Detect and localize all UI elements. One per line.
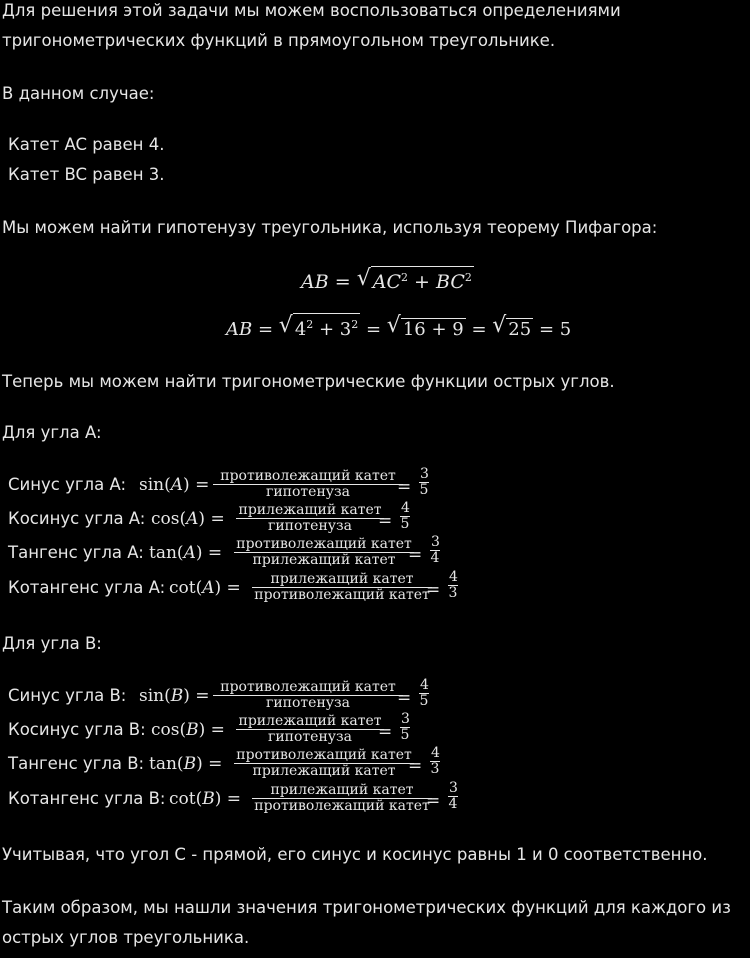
equals-sign: = — [378, 722, 393, 743]
trig-label: Синус угла B: — [8, 686, 127, 705]
trig-value-numerator: 3 — [431, 534, 440, 551]
trig-label: Котангенс угла B: — [8, 788, 166, 808]
formula1-ac: AC — [372, 271, 401, 293]
trig-arg: B — [202, 788, 215, 809]
trig-fn-name: sin — [139, 686, 165, 706]
trig-value-fraction — [448, 570, 458, 601]
trig-value-numerator: 4 — [449, 568, 458, 585]
trig-fn-name: tan — [149, 543, 177, 564]
trig-ratio-denominator: противолежащий катет — [254, 586, 430, 603]
trig-fn-name: cos — [151, 509, 180, 530]
formula2-result: 5 — [559, 319, 572, 340]
trig-value-fraction — [430, 746, 440, 777]
trig-label: Синус угла A: — [8, 475, 127, 494]
trig-ratio-denominator: противолежащий катет — [254, 797, 430, 814]
intro-line-1: Для решения этой задачи мы можем воспользоваться определениями — [2, 1, 621, 20]
trig-ratio-fraction — [252, 572, 432, 603]
trig-function: sin(B) = — [139, 686, 210, 706]
equals-sign: = — [397, 688, 412, 708]
trig-ratio-fraction — [252, 783, 432, 814]
trig-arg: A — [202, 577, 215, 598]
trig-ratio-numerator: противолежащий катет — [213, 680, 403, 696]
trig-ratio-denominator: прилежащий катет — [252, 763, 396, 780]
trig-fn-name: cot — [169, 788, 196, 809]
formula2-lhs: AB — [226, 319, 253, 340]
trig-fn-name: tan — [149, 754, 177, 775]
angle-b-heading: Для угла B: — [2, 634, 102, 653]
trig-value-numerator: 3 — [401, 711, 410, 728]
trig-value-fraction — [448, 781, 458, 812]
trig-ratio-fraction — [236, 503, 384, 534]
trig-ratio-numerator: прилежащий катет — [236, 503, 384, 519]
trig-value-numerator: 4 — [401, 500, 410, 517]
trig-label: Косинус угла A: — [8, 509, 146, 529]
conclusion-line-1: Таким образом, мы нашли значения тригонометрических функций для каждого из — [2, 898, 731, 917]
formula2-a: 4 — [294, 319, 307, 340]
trig-value-fraction — [430, 535, 440, 566]
trig-ratio-numerator: противолежащий катет — [213, 469, 403, 485]
trig-value-denominator: 3 — [448, 584, 458, 601]
trig-ratio-fraction — [234, 748, 414, 779]
trig-label: Косинус угла B: — [8, 720, 146, 740]
trig-label: Котангенс угла A: — [8, 577, 166, 597]
trig-ratio-denominator: гипотенуза — [265, 695, 350, 711]
formula2-s2: 25 — [508, 319, 532, 340]
equals-sign: = — [426, 790, 441, 811]
trig-function: tan(B) = — [149, 754, 223, 775]
angle-c-text: Учитывая, что угол C - прямой, его синус и косинус равны 1 и 0 соответственно. — [2, 845, 708, 864]
trig-ratio-numerator: прилежащий катет — [252, 783, 432, 799]
trig-value-fraction — [400, 712, 410, 743]
trig-value-denominator: 5 — [419, 693, 429, 709]
trig-function: cot(A) = — [169, 577, 241, 598]
trig-value-denominator: 5 — [419, 482, 429, 498]
leg-ac: Катет AC равен 4. — [8, 135, 165, 154]
trig-function: sin(A) = — [139, 475, 210, 495]
trig-value-denominator: 4 — [430, 550, 440, 567]
trig-ratio-numerator: противолежащий катет — [234, 537, 414, 553]
trig-value-denominator: 5 — [400, 727, 410, 744]
equals-sign: = — [378, 511, 393, 532]
trig-arg: A — [183, 543, 196, 564]
pythagoras-intro: Мы можем найти гипотенузу треугольника, используя теорему Пифагора: — [2, 218, 658, 237]
formula1-lhs: AB — [301, 271, 329, 293]
trig-value-denominator: 3 — [430, 761, 440, 778]
trig-label: Тангенс угла B: — [8, 754, 145, 774]
trig-value-fraction — [400, 501, 410, 532]
trig-ratio-fraction — [234, 537, 414, 568]
formula2-s1: 16 + 9 — [402, 319, 464, 340]
equals-sign: = — [397, 477, 412, 497]
trig-value-denominator: 5 — [400, 516, 410, 533]
trig-arg: B — [170, 686, 184, 706]
intro-line-2: тригонометрических функций в прямоугольном треугольнике. — [2, 31, 556, 50]
conclusion-line-2: острых углов треугольника. — [2, 928, 250, 947]
trig-function: cos(A) = — [151, 509, 225, 530]
formula-hypotenuse-values: AB = √ $4^2 + 3^2$ = √ 16 + 9 = √ 25 = 5 — [226, 313, 572, 340]
trig-value-numerator: 3 — [420, 466, 429, 482]
trig-value-fraction — [419, 467, 429, 498]
angle-a-heading: Для угла A: — [2, 423, 102, 442]
formula2-b: 3 — [339, 319, 352, 340]
leg-bc: Катет BC равен 3. — [8, 165, 165, 184]
trig-fn-name: cos — [151, 720, 180, 741]
trig-ratio-fraction — [213, 680, 403, 711]
trig-ratio-denominator: гипотенуза — [265, 484, 350, 500]
trig-ratio-denominator: гипотенуза — [267, 518, 352, 535]
trig-value-numerator: 4 — [431, 745, 440, 762]
trig-value-numerator: 4 — [420, 677, 429, 693]
trig-ratio-fraction — [236, 714, 384, 745]
trig-fn-name: cot — [169, 577, 196, 598]
next-text: Теперь мы можем найти тригонометрические функции острых углов. — [2, 372, 615, 391]
formula-hypotenuse: AB = √ $AC^2 + BC^2$ — [301, 266, 472, 293]
trig-ratio-denominator: прилежащий катет — [252, 552, 396, 569]
equals-sign: = — [408, 545, 423, 566]
trig-fn-name: sin — [139, 475, 165, 495]
formula1-bc: BC — [436, 271, 465, 293]
trig-value-numerator: 3 — [449, 779, 458, 796]
trig-function: cot(B) = — [169, 788, 242, 809]
trig-arg: B — [186, 720, 199, 741]
trig-ratio-denominator: гипотенуза — [267, 729, 352, 746]
case-label: В данном случае: — [2, 84, 155, 103]
trig-arg: A — [170, 475, 184, 495]
trig-function: cos(B) = — [151, 720, 225, 741]
equals-sign: = — [426, 579, 441, 600]
trig-ratio-numerator: прилежащий катет — [236, 714, 384, 730]
trig-function: tan(A) = — [149, 543, 223, 564]
trig-value-denominator: 4 — [448, 795, 458, 812]
trig-arg: A — [186, 509, 199, 530]
equals-sign: = — [408, 756, 423, 777]
trig-value-fraction — [419, 678, 429, 709]
trig-ratio-numerator: противолежащий катет — [234, 748, 414, 764]
trig-label: Тангенс угла A: — [8, 543, 144, 563]
trig-ratio-fraction — [213, 469, 403, 500]
trig-ratio-numerator: прилежащий катет — [252, 572, 432, 588]
trig-arg: B — [183, 754, 197, 775]
